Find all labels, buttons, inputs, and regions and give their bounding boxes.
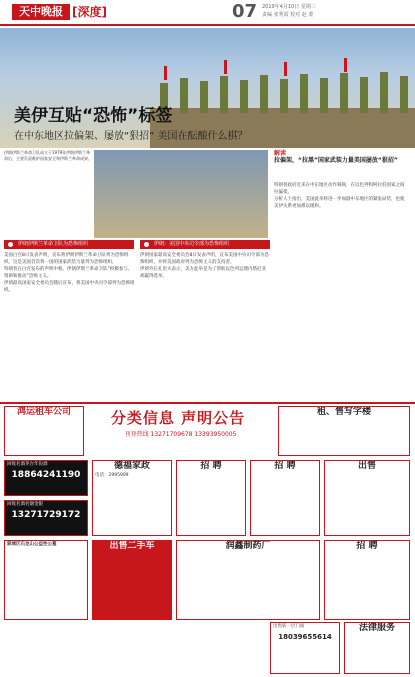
ad-office-rent: 租、售写字楼	[278, 406, 410, 456]
ad-pharmacy: 润鑫制药厂	[176, 540, 320, 620]
related-box	[274, 148, 404, 178]
related-body: 特朗普政府近来在中东地区动作频频，在以色列和阿拉伯国家之间拉偏架。 分析人士指出，美国此举将进一步加剧中东地区的紧张局势，也使美伊关系更加难以缓和。	[274, 183, 405, 209]
ad-recruit-3: 招 聘	[324, 540, 410, 620]
editors-line: 责编 张秀霞 校对 赵 蒙	[262, 12, 314, 18]
ad-liquor-recycle-2: 回收名酒名烟金银 13271729172	[4, 500, 88, 536]
ad-used-car: 出售二手车	[92, 540, 172, 620]
column-2: 伊朗国家最高安全委员会8日发表声明，宣布美国中央司令部为恐怖组织，并将美国政府列为恐怖主义的支持者。 伊朗外长扎里夫表示，美方此举是为了帮助以色列总理内塔尼亚胡赢得选举。	[140, 253, 269, 279]
hotline-block: 刊登热线 13271709678 13393950005	[124, 431, 237, 438]
parade-photo	[94, 150, 268, 238]
sub-headline: 在中东地区拉偏架、屡放“狠招” 美国在酝酿什么棋？	[14, 131, 248, 142]
related-title: 拉偏架，“拉黑”国家武装力量美国屡放“狠招”	[274, 157, 398, 164]
hero-photo	[0, 28, 415, 148]
section-bar-1: 伊朗伊斯兰革命卫队为恐怖组织	[4, 240, 134, 249]
related-label: 解读	[274, 150, 287, 157]
ad-housekeeping: 德福家政 电话：2995909	[92, 460, 172, 536]
column-1: 美国白宫8日发表声明，宣布将伊朗伊斯兰革命卫队列为恐怖组织。这是美国首次将一国的国家武装力量列为恐怖组织。 特朗普在白宫发布的声明中称，伊朗伊斯兰革命卫队“积极参与、资助和推动”恐怖主义。 伊朗最高国家安全委员会随后宣布，将美国中央司令部列为恐怖组织。	[4, 253, 135, 293]
section-bar-2: 伊朗：美国中央司令部为恐怖组织	[140, 240, 270, 249]
photo-caption: 伊朗伊斯兰革命卫队成立于1979年伊朗伊斯兰革命后，主要负责维护国家安全和伊斯兰革命成果。	[4, 150, 92, 161]
page-number: 07	[232, 1, 258, 22]
ad-cemetery: 驿城区石龙山公益性公墓	[4, 540, 88, 620]
main-headline: 美伊互贴“恐怖”标签	[14, 106, 173, 126]
ad-legal-service: 法律服务	[344, 622, 410, 674]
ad-shop-transfer: 出售转一层门面 18039655614	[270, 622, 340, 674]
issue-date: 2019年4月10日 星期三	[262, 4, 316, 10]
masthead	[0, 0, 415, 26]
ad-liquor-recycle: 回收名酒茅台年份酒 18864241190	[4, 460, 88, 496]
ad-recruit-1: 招 聘	[176, 460, 246, 536]
ad-sale-1: 出售	[324, 460, 410, 536]
section-label: [深度]	[72, 5, 107, 19]
classified-title: 分类信息 声明公告	[110, 409, 246, 427]
ad-recruit-2: 招 聘	[250, 460, 320, 536]
newspaper-logo: 天中晚报	[12, 4, 70, 20]
ad-car-rental: 鸿运租车公司	[4, 406, 84, 456]
